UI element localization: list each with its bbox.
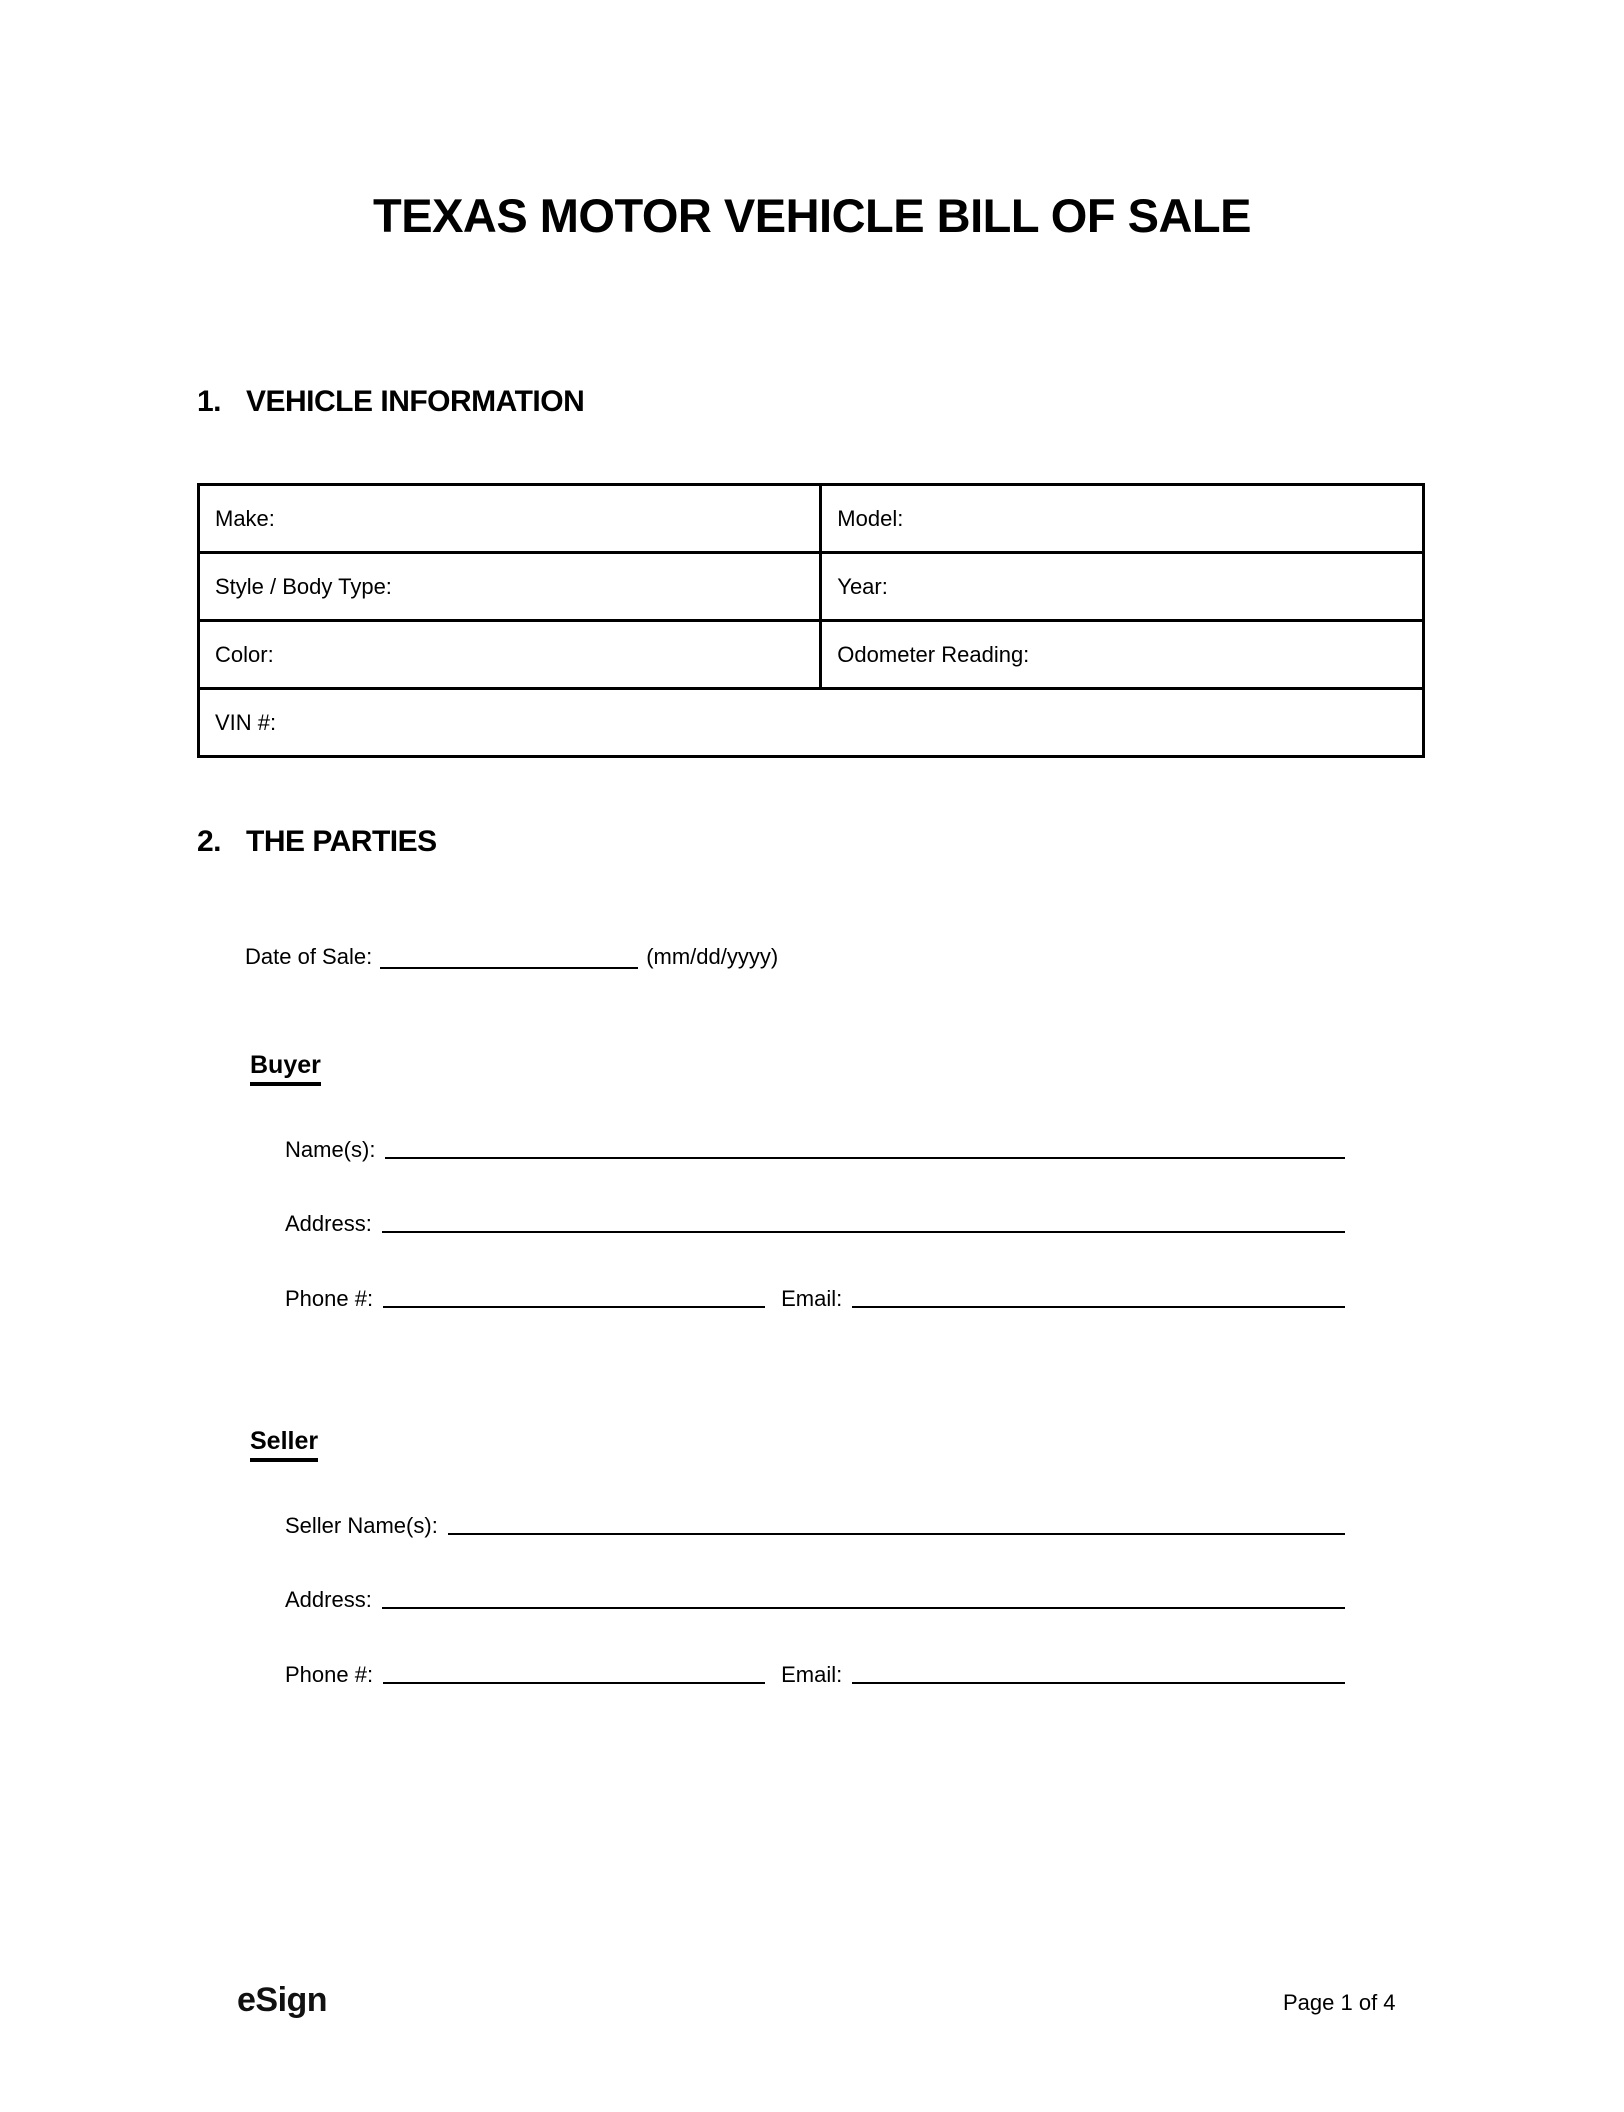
- cell-make[interactable]: [199, 485, 821, 553]
- model-label: Model:: [837, 505, 904, 531]
- cell-odometer-reading[interactable]: [821, 621, 1424, 689]
- cell-style-body-type[interactable]: [199, 553, 821, 621]
- esign-logo: eSign: [237, 1981, 328, 2019]
- odometer-reading-label: Odometer Reading:: [837, 641, 1030, 667]
- buyer-email-label: Email:: [781, 1286, 843, 1311]
- cell-color[interactable]: [199, 621, 821, 689]
- section-vehicle-information-heading: [197, 387, 584, 417]
- seller-name-input[interactable]: [448, 1533, 1345, 1535]
- cell-model[interactable]: [821, 485, 1424, 553]
- buyer-address-label: Address:: [285, 1211, 372, 1236]
- style-body-type-label: Style / Body Type:: [215, 573, 392, 599]
- table-row: [199, 553, 1424, 621]
- page-indicator: Page 1 of 4: [1283, 1990, 1396, 2015]
- buyer-address-input[interactable]: [382, 1231, 1345, 1233]
- section-number: 2.: [197, 825, 222, 858]
- buyer-name-input[interactable]: [385, 1157, 1345, 1159]
- vin-label: VIN #:: [215, 709, 277, 735]
- section-the-parties-heading: [197, 827, 437, 857]
- date-of-sale-label: Date of Sale:: [245, 944, 373, 969]
- buyer-name-label: Name(s):: [285, 1137, 376, 1162]
- seller-address-input[interactable]: [382, 1607, 1345, 1609]
- seller-phone-email-row: [285, 1662, 1345, 1688]
- buyer-name-row: [285, 1137, 1345, 1163]
- seller-name-label: Seller Name(s):: [285, 1513, 438, 1538]
- buyer-phone-email-row: [285, 1286, 1345, 1312]
- seller-name-row: [285, 1513, 1345, 1539]
- section-title: VEHICLE INFORMATION: [246, 385, 585, 418]
- seller-phone-input[interactable]: [383, 1682, 765, 1684]
- buyer-phone-input[interactable]: [383, 1306, 765, 1308]
- year-label: Year:: [837, 573, 888, 599]
- document-title: TEXAS MOTOR VEHICLE BILL OF SALE: [373, 189, 1251, 242]
- vehicle-info-table: [197, 483, 1425, 758]
- cell-vin[interactable]: [199, 689, 1424, 757]
- table-row: [199, 621, 1424, 689]
- date-of-sale-input[interactable]: [380, 947, 638, 969]
- seller-address-label: Address:: [285, 1587, 372, 1612]
- table-row: [199, 689, 1424, 757]
- date-of-sale-row: [245, 944, 778, 970]
- color-label: Color:: [215, 641, 274, 667]
- seller-address-row: [285, 1587, 1345, 1613]
- table-row: [199, 485, 1424, 553]
- cell-year[interactable]: [821, 553, 1424, 621]
- seller-phone-label: Phone #:: [285, 1662, 374, 1687]
- buyer-address-row: [285, 1211, 1345, 1237]
- buyer-phone-label: Phone #:: [285, 1286, 374, 1311]
- buyer-email-input[interactable]: [852, 1306, 1345, 1308]
- make-label: Make:: [215, 505, 275, 531]
- date-format-hint: (mm/dd/yyyy): [646, 944, 779, 969]
- seller-email-label: Email:: [781, 1662, 843, 1687]
- buyer-heading: Buyer: [250, 1053, 321, 1086]
- seller-heading: Seller: [250, 1429, 318, 1462]
- section-number: 1.: [197, 385, 222, 418]
- section-title: THE PARTIES: [246, 825, 437, 858]
- seller-email-input[interactable]: [852, 1682, 1345, 1684]
